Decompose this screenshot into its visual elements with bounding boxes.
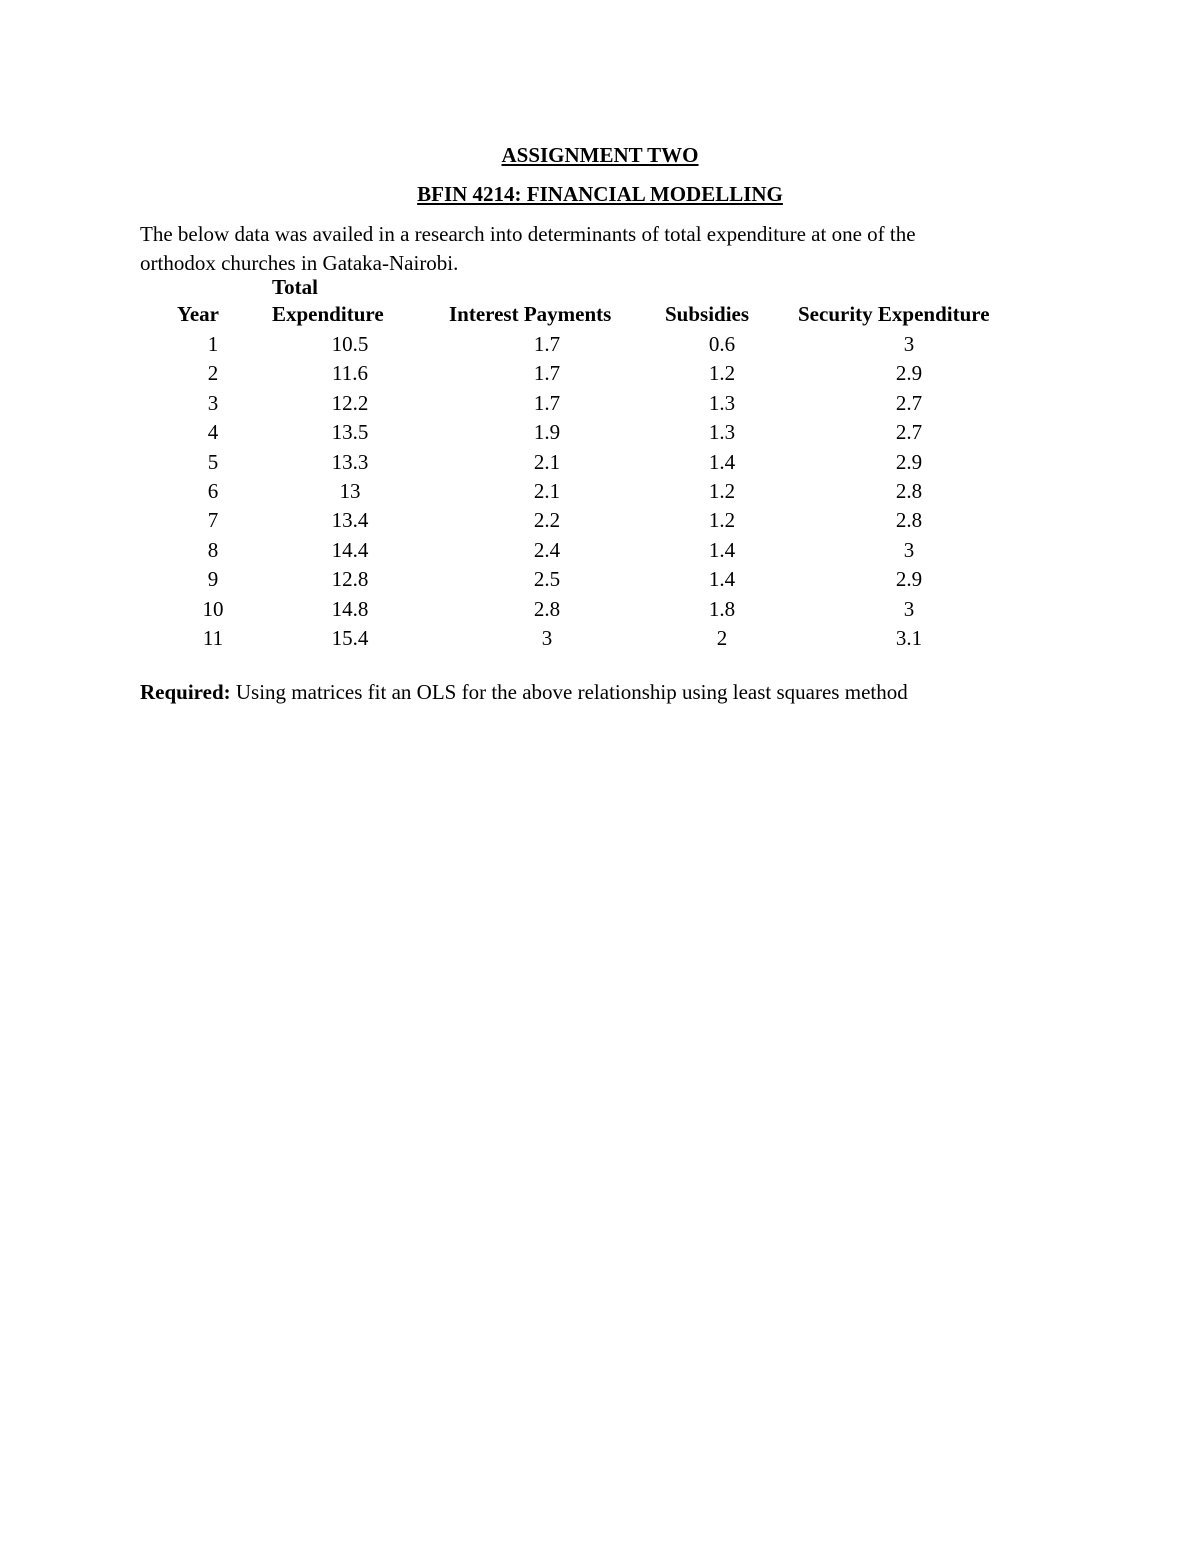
table-cell: 15.4 [331, 625, 369, 650]
table-cell: 1.4 [708, 449, 736, 474]
table-cell: 0.6 [708, 332, 736, 356]
table-cell: 2.9 [895, 567, 923, 592]
table-cell: 1.2 [708, 508, 736, 533]
table-cell: 2.7 [895, 420, 923, 445]
assignment-title: ASSIGNMENT TWO [501, 143, 699, 167]
table-cell: 1.7 [533, 390, 561, 415]
table-row [0, 624, 1200, 653]
table-row [0, 418, 1200, 447]
table-row [0, 536, 1200, 565]
table-cell: 3.1 [895, 625, 923, 650]
header-interest-payments: Interest Payments [449, 302, 612, 326]
header-total-line2: Expenditure [272, 302, 384, 326]
table-cell: 9 [207, 567, 219, 592]
intro-paragraph [140, 220, 1040, 278]
table-cell: 2.8 [533, 596, 561, 621]
table-cell: 11 [202, 625, 224, 650]
table-row [0, 506, 1200, 535]
table-row [0, 330, 1200, 359]
table-cell: 2.9 [895, 449, 923, 474]
table-cell: 11.6 [332, 361, 368, 386]
table-row [0, 448, 1200, 477]
table-cell: 2.4 [533, 537, 561, 562]
table-cell: 2 [716, 625, 728, 650]
table-cell: 4 [207, 420, 219, 445]
table-cell: 2.9 [895, 361, 923, 386]
table-cell: 5 [207, 449, 219, 474]
table-row [0, 477, 1200, 506]
table-row [0, 359, 1200, 388]
table-row [0, 565, 1200, 594]
table-cell: 8 [207, 537, 219, 562]
table-cell: 14.8 [331, 596, 369, 621]
table-cell: 1 [207, 332, 219, 356]
table-cell: 12.8 [331, 567, 369, 592]
required-label: Required: [140, 680, 231, 704]
table-cell: 6 [207, 478, 219, 503]
table-cell: 14.4 [331, 537, 369, 562]
course-title: BFIN 4214: FINANCIAL MODELLING [417, 182, 783, 206]
table-cell: 1.8 [708, 596, 736, 621]
header-security-expenditure: Security Expenditure [798, 302, 990, 326]
table-cell: 2.1 [533, 478, 561, 503]
table-cell: 3 [903, 537, 915, 562]
table-cell: 1.4 [708, 567, 736, 592]
header-total-line1: Total [272, 275, 318, 299]
table-cell: 2.2 [533, 508, 561, 533]
table-cell: 13 [339, 478, 361, 503]
table-cell: 1.3 [708, 420, 736, 445]
table-cell: 10.5 [331, 332, 369, 356]
table-cell: 13.5 [331, 420, 369, 445]
required-statement [140, 678, 908, 707]
table-cell: 2.8 [895, 508, 923, 533]
intro-line-2: orthodox churches in Gataka-Nairobi. [140, 251, 459, 275]
table-cell: 2.1 [533, 449, 561, 474]
table-cell: 1.4 [708, 537, 736, 562]
table-cell: 1.7 [533, 332, 561, 356]
table-cell: 13.4 [331, 508, 369, 533]
table-cell: 3 [903, 596, 915, 621]
table-cell: 7 [207, 508, 219, 533]
data-table-body [0, 330, 1200, 653]
table-cell: 13.3 [331, 449, 369, 474]
table-cell: 3 [541, 625, 553, 650]
table-cell: 12.2 [331, 390, 369, 415]
table-cell: 2.8 [895, 478, 923, 503]
table-cell: 2.5 [533, 567, 561, 592]
table-cell: 1.2 [708, 478, 736, 503]
table-cell: 2 [207, 361, 219, 386]
table-cell: 2.7 [895, 390, 923, 415]
header-subsidies: Subsidies [665, 302, 750, 326]
header-year: Year [177, 302, 219, 326]
table-cell: 1.3 [708, 390, 736, 415]
required-text: Using matrices fit an OLS for the above relationship using least squares method [230, 680, 908, 704]
table-cell: 1.7 [533, 361, 561, 386]
table-cell: 1.9 [533, 420, 561, 445]
table-cell: 3 [207, 390, 219, 415]
table-row [0, 389, 1200, 418]
table-cell: 1.2 [708, 361, 736, 386]
table-row [0, 595, 1200, 624]
table-cell: 3 [903, 332, 915, 356]
table-cell: 10 [202, 596, 224, 621]
intro-line-1: The below data was availed in a research into determinants of total expenditure at one of the [140, 222, 916, 246]
